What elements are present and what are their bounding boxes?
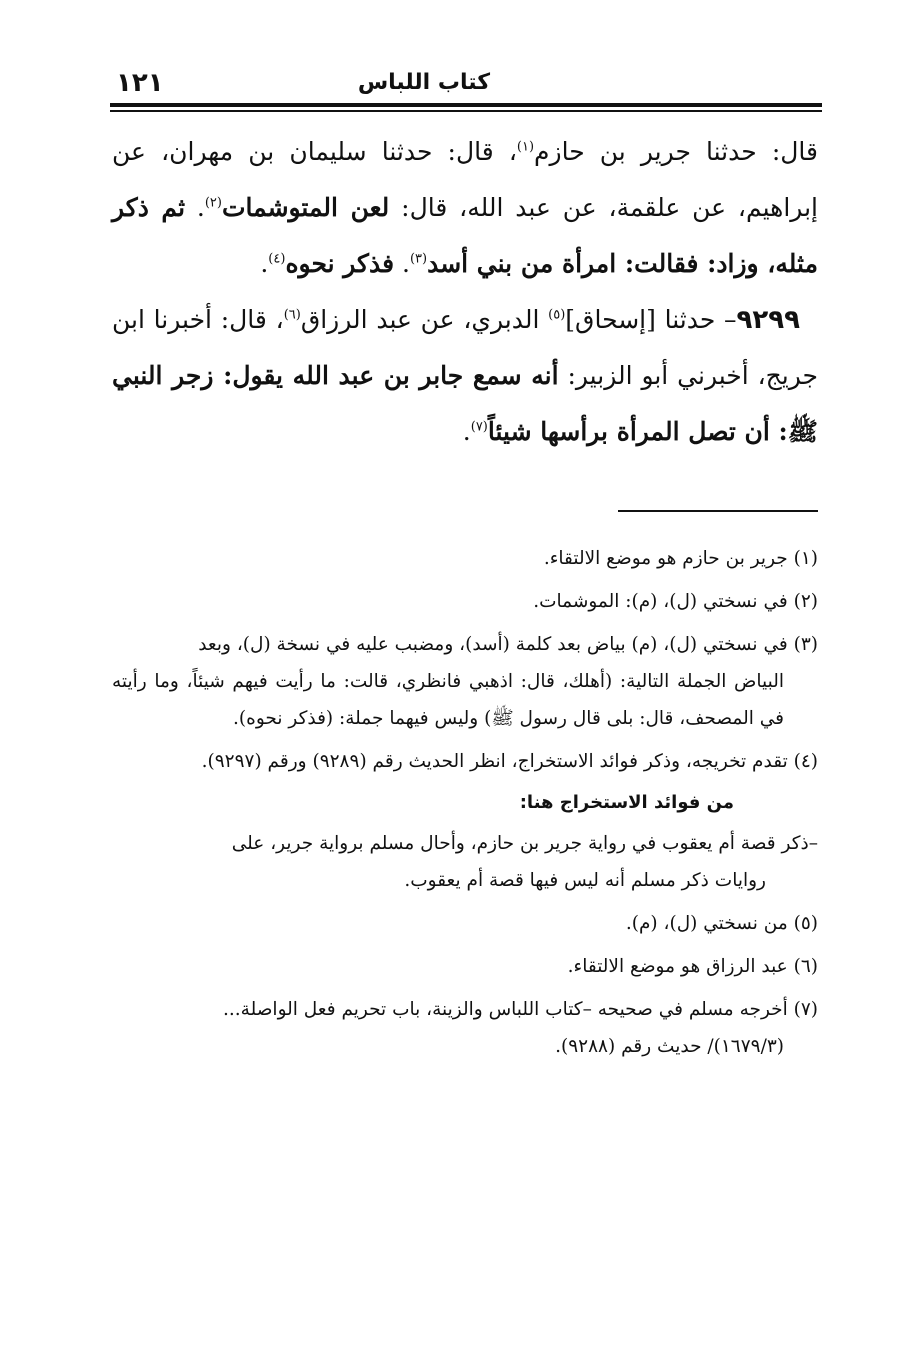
hadith-matn-bold: لعن المتوشمات — [221, 193, 390, 222]
running-title: كتاب اللباس — [357, 70, 490, 95]
benefits-line-continued: روايات ذكر مسلم أنه ليس فيها قصة أم يعقوب. — [404, 870, 766, 891]
footnote-text: أخرجه مسلم في صحيحه –كتاب اللباس والزينة، باب تحريم فعل الواصلة... — [223, 999, 788, 1020]
footnote-number: (١) — [793, 548, 818, 569]
footnote-6 — [112, 948, 818, 985]
footnote-text-continued: (١٦٧٩/٣)/ حديث رقم (٩٢٨٨). — [555, 1036, 784, 1057]
footnote-1 — [112, 540, 818, 577]
footnote-number: (٦) — [793, 956, 818, 977]
text-run: . — [185, 193, 205, 222]
hadith-number: ٩٢٩٩ — [736, 305, 800, 335]
footnote-text-continued: البياض الجملة التالية: (أهلك، قال: اذهبي فانظري، قالت: ما رأيت فيهم شيئاً، وما رأيته في المصحف، قال: بلى قال رسول ﷺ) وليس فيهما جملة: (فذكر نحوه). — [112, 671, 784, 729]
text-run: ، قال: حدثنا سليمان بن مهران، عن إبراهيم، عن علقمة، عن عبد الله، قال: — [112, 137, 818, 222]
footnote-number: (٧) — [793, 999, 818, 1020]
hadith-matn-bold: ثم ذكر مثله، وزاد: فقالت: امرأة من بني أسد — [112, 193, 818, 278]
footnotes — [112, 540, 818, 1065]
paragraph-hadith-continuation — [112, 124, 818, 292]
text-run: ، قال: أخبرنا ابن جريج، أخبرني أبو الزبير: — [112, 305, 818, 390]
footnote-2 — [112, 583, 818, 620]
footnote-text: في نسختي (ل)، (م) بياض بعد كلمة (أسد)، ومضبب عليه في نسخة (ل)، وبعد — [198, 634, 788, 655]
benefits-line: –ذكر قصة أم يعقوب في رواية جرير بن حازم، وأحال مسلم برواية جرير، على — [231, 833, 818, 854]
footnote-ref-5: (٥) — [548, 307, 566, 323]
footnote-ref-1: (١) — [516, 139, 535, 155]
footnote-text: من نسختي (ل)، (م). — [625, 913, 788, 934]
benefits-heading: من فوائد الاستخراج هنا: — [519, 792, 734, 813]
text-run: . — [462, 417, 471, 446]
footnote-number: (٢) — [793, 591, 818, 612]
footnote-5 — [112, 905, 818, 942]
footnote-separator — [618, 510, 818, 512]
main-text — [112, 124, 818, 460]
text-run: . — [394, 249, 410, 278]
footnote-4 — [112, 743, 818, 780]
footnote-text: جرير بن حازم هو موضع الالتقاء. — [543, 548, 788, 569]
hadith-matn-bold: فذكر نحوه — [285, 249, 395, 278]
footnote-ref-7: (٧) — [470, 419, 488, 435]
footnote-ref-4: (٤) — [268, 251, 286, 267]
footnote-3 — [112, 626, 818, 737]
footnote-text: عبد الرزاق هو موضع الالتقاء. — [567, 956, 788, 977]
footnote-ref-3: (٣) — [409, 251, 428, 267]
footnote-number: (٤) — [793, 751, 818, 772]
footnote-text: تقدم تخريجه، وذكر فوائد الاستخراج، انظر الحديث رقم (٩٢٨٩) ورقم (٩٢٩٧). — [201, 751, 788, 772]
text-run: قال: حدثنا جرير بن حازم — [534, 137, 818, 166]
header-rule-thin — [110, 110, 822, 112]
footnote-number: (٥) — [793, 913, 818, 934]
footnote-7 — [112, 991, 818, 1065]
footnote-number: (٣) — [793, 634, 818, 655]
footnote-text: في نسختي (ل)، (م): الموشمات. — [533, 591, 788, 612]
text-run: . — [260, 249, 269, 278]
header-rule-thick — [110, 103, 822, 107]
page-number: ١٢١ — [116, 68, 164, 98]
hadith-matn-bold: أنه سمع جابر بن عبد الله يقول: زجر النبي ﷺ: أن تصل المرأة برأسها شيئاً — [112, 361, 818, 446]
footnote-ref-2: (٢) — [204, 195, 222, 211]
paragraph-hadith-9299 — [112, 292, 818, 460]
text-run: – حدثنا [إسحاق] — [565, 305, 737, 334]
text-run: الدبري، عن عبد الرزاق — [300, 305, 549, 334]
benefits-text — [112, 825, 818, 899]
footnote-ref-6: (٦) — [283, 307, 301, 323]
page-header — [110, 68, 820, 102]
